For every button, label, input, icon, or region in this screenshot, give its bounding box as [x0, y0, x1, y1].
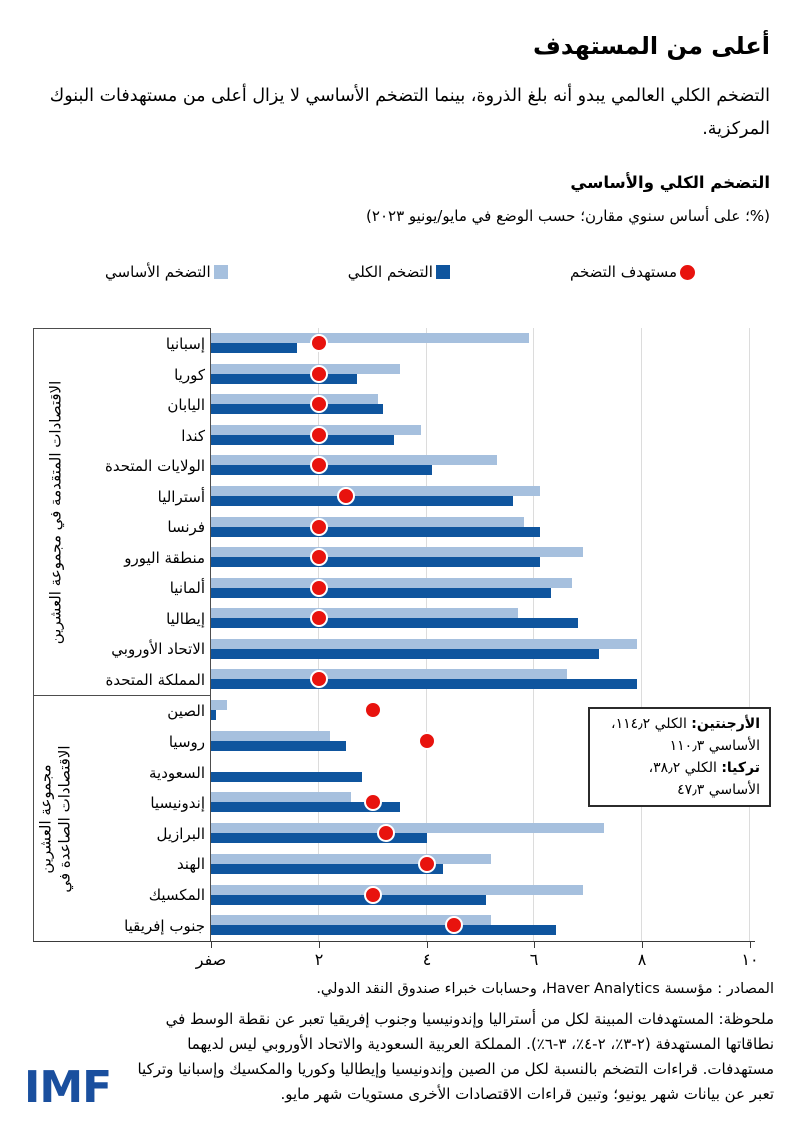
target-dot [310, 579, 328, 597]
chart-row [211, 603, 750, 634]
annotation-line: الأساسي ٤٧٫٣ [677, 782, 760, 798]
group-label-line: مجموعة العشرين [37, 763, 55, 874]
chart-row [211, 328, 750, 359]
annotation-line: تركيا: الكلي ٣٨٫٢، [648, 760, 760, 776]
group-label-box [33, 695, 211, 941]
country-label: روسيا [168, 732, 205, 751]
axis-tick-label: ٤ [422, 950, 432, 969]
core-bar [211, 700, 227, 710]
country-label: جنوب إفريقيا [124, 916, 205, 935]
chart-row [211, 512, 750, 543]
core-bar [211, 486, 540, 496]
chart-row [211, 542, 750, 573]
target-dot [377, 824, 395, 842]
country-label: السعودية [148, 763, 205, 782]
annotation-country: تركيا: [721, 760, 760, 776]
axis-tick [750, 942, 751, 948]
chart-subtitle: (%؛ على أساس سنوي مقارن؛ حسب الوضع في مايو/يونيو ٢٠٢٣) [366, 207, 770, 225]
chart-row [211, 359, 750, 390]
headline-bar [211, 618, 578, 628]
core-bar [211, 394, 378, 404]
core-bar [211, 333, 529, 343]
headline-bar [211, 772, 362, 782]
chart-row [211, 450, 750, 481]
core-bar [211, 578, 572, 588]
headline-bar [211, 527, 540, 537]
group-label-box [33, 328, 211, 695]
sources-line: المصادر : مؤسسة Haver Analytics، وحسابات خبراء صندوق النقد الدولي. [316, 981, 774, 997]
chart-row [211, 818, 750, 849]
headline-bar [211, 741, 346, 751]
legend-item-core [105, 263, 228, 281]
headline-bar [211, 710, 216, 720]
core-bar [211, 364, 400, 374]
legend-label-target: مستهدف التضخم [570, 263, 677, 281]
x-axis-line [33, 941, 755, 942]
headline-bar [211, 343, 297, 353]
chart-row [211, 573, 750, 604]
core-bar [211, 517, 524, 527]
chart-row [211, 849, 750, 880]
country-label: كوريا [174, 365, 205, 384]
target-dot [418, 855, 436, 873]
country-label: إندونيسيا [150, 794, 205, 813]
country-label: منطقة اليورو [124, 548, 205, 567]
headline-bar [211, 374, 357, 384]
core-bar [211, 792, 351, 802]
chart-title: التضخم الكلي والأساسي [570, 173, 770, 192]
chart-row [211, 910, 750, 941]
annotation-box [588, 707, 771, 807]
target-dot [364, 701, 382, 719]
country-label: إيطاليا [166, 609, 205, 628]
country-label: أستراليا [157, 487, 205, 506]
legend-label-headline: التضخم الكلي [347, 263, 433, 281]
country-label: اليابان [167, 396, 205, 415]
headline-bar [211, 649, 599, 659]
headline-bar [211, 588, 551, 598]
target-dot [310, 518, 328, 536]
headline-bar [211, 925, 556, 935]
group-label-line: الاقتصادات المتقدمة في مجموعة العشرين [46, 380, 65, 644]
axis-tick [427, 942, 428, 948]
annotation-line: الأساسي ١١٠٫٣ [669, 738, 760, 754]
country-label-list [78, 329, 205, 695]
intro-text: التضخم الكلي العالمي يبدو أنه بلغ الذروة، بينما التضخم الأساسي لا يزال أعلى من مستهدفات البنوك المركزية. [49, 85, 770, 139]
country-label: إسبانيا [165, 335, 205, 354]
headline-bar [211, 404, 383, 414]
country-label: الصين [167, 702, 205, 721]
country-label: المكسيك [148, 886, 205, 905]
imf-logo: IMF [24, 1062, 112, 1113]
target-dot [310, 426, 328, 444]
core-bar [211, 854, 491, 864]
axis-tick [319, 942, 320, 948]
group-rotated-label [46, 380, 65, 644]
country-label: فرنسا [167, 518, 205, 537]
headline-bar [211, 496, 513, 506]
chart-row [211, 880, 750, 911]
legend-item-target [570, 263, 695, 281]
headline-bar [211, 435, 394, 445]
plot-area [211, 328, 750, 941]
country-label: كندا [181, 426, 205, 445]
target-dot [418, 732, 436, 750]
annotation-line: الأرجنتين: الكلي ١١٤٫٢، [611, 716, 760, 732]
chart-row [211, 664, 750, 695]
group-rotated-label-wrap [35, 696, 77, 941]
chart-legend [105, 261, 695, 283]
headline-swatch-icon [436, 265, 450, 279]
headline-bar [211, 864, 443, 874]
target-dot [364, 886, 382, 904]
chart-row [211, 481, 750, 512]
headline-bar [211, 895, 486, 905]
core-bar [211, 669, 567, 679]
country-label: المملكة المتحدة [105, 670, 205, 689]
axis-tick-label: صفر [195, 950, 227, 969]
target-dot [337, 487, 355, 505]
chart-row [211, 389, 750, 420]
headline-bar [211, 679, 637, 689]
core-bar [211, 547, 583, 557]
axis-tick [534, 942, 535, 948]
target-dot [310, 548, 328, 566]
axis-tick-label: ١٠ [741, 950, 759, 969]
page-title: أعلى من المستهدف [533, 32, 770, 61]
target-dot [310, 334, 328, 352]
core-bar [211, 731, 330, 741]
axis-tick [642, 942, 643, 948]
group-rotated-label-wrap [35, 329, 77, 695]
core-bar [211, 823, 604, 833]
axis-tick-label: ٨ [637, 950, 647, 969]
axis-tick-label: ٢ [314, 950, 324, 969]
chart-row [211, 420, 750, 451]
group-label-line: الاقتصادات الصاعدة في [56, 744, 74, 893]
legend-item-headline [348, 263, 450, 281]
annotation-country: الأرجنتين: [691, 716, 760, 732]
target-dot [310, 365, 328, 383]
chart-row [211, 634, 750, 665]
category-label-column [33, 328, 211, 941]
group-rotated-label [37, 745, 75, 892]
country-label-list [78, 696, 205, 941]
axis-tick [211, 942, 212, 948]
target-dot-icon [680, 265, 695, 280]
axis-tick-label: ٦ [529, 950, 539, 969]
country-label: ألمانيا [169, 579, 205, 598]
core-swatch-icon [214, 265, 228, 279]
country-label: الهند [176, 855, 205, 874]
core-bar [211, 608, 518, 618]
country-label: البرازيل [156, 824, 205, 843]
core-bar [211, 455, 497, 465]
core-bar [211, 885, 583, 895]
core-bar [211, 639, 637, 649]
headline-bar [211, 557, 540, 567]
footnote: ملحوظة: المستهدفات المبينة لكل من أستراليا وإندونيسيا وجنوب إفريقيا تعبر عن نقطة الوسط في نطاقاتها المستهدفة (٢-٣٪، ٢-٤٪، ٣-٦٪). المملكة العربية السعودية والاتحاد الأوروبي ليس لديهما مستهدفات. قراءات التضخم بالنسبة لكل من الصين وإندونيسيا وإيطاليا وكوريا والمكسيك وإسبانيا وتركيا تعبر عن بيانات شهر يونيو؛ وتبين قراءات الاقتصادات الأخرى مستويات شهر مايو. [137, 1010, 774, 1103]
country-label: الولايات المتحدة [104, 457, 205, 476]
country-label: الاتحاد الأوروبي [111, 640, 205, 659]
legend-label-core: التضخم الأساسي [105, 263, 211, 281]
